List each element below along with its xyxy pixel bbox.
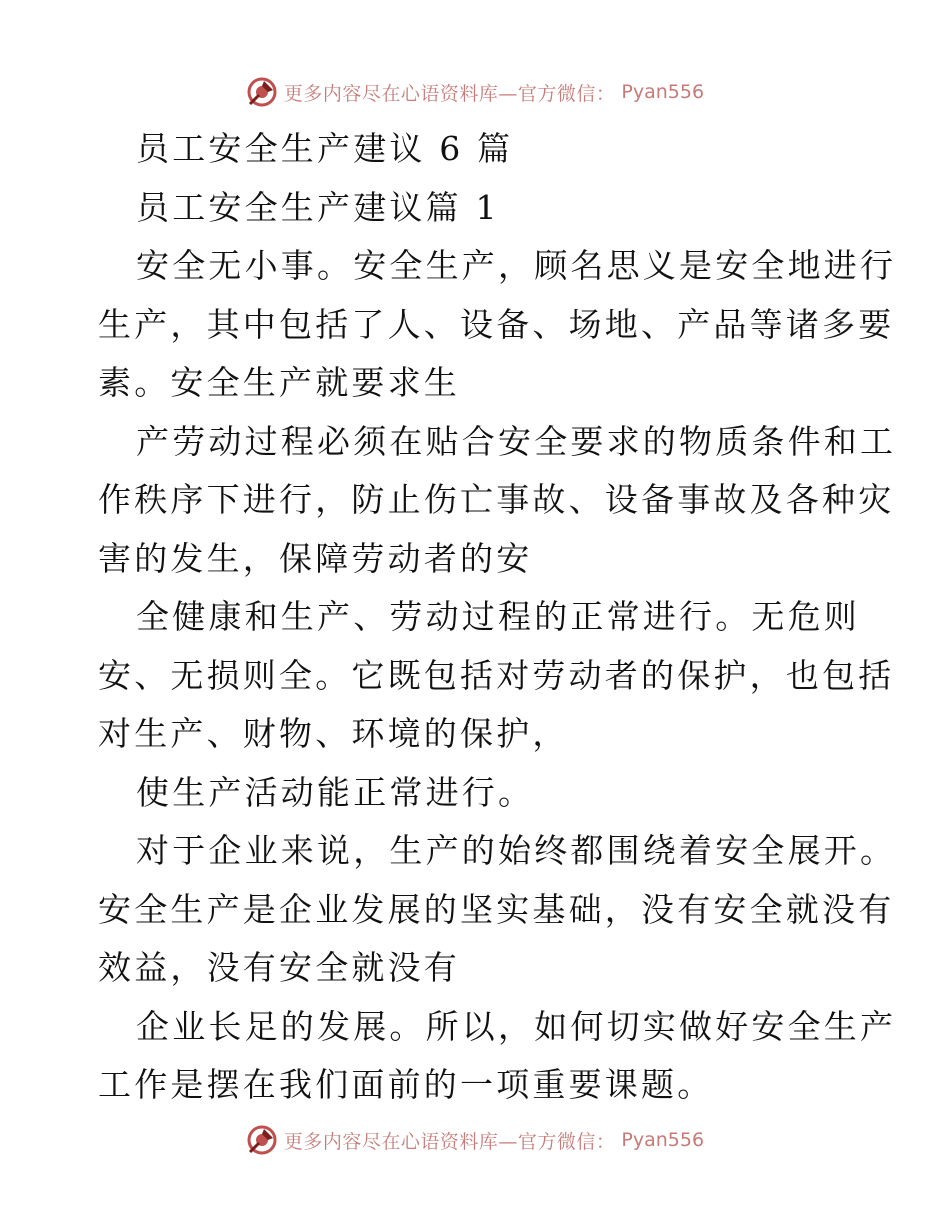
- footer-wechat-id: Pyan556: [621, 1129, 705, 1151]
- header-watermark: [0, 72, 950, 112]
- footer-banner-text: 更多内容尽在心语资料库—官方微信：: [283, 1130, 616, 1153]
- paragraph-line: 安全无小事。安全生产，顾名思义是安全地进行: [136, 246, 897, 285]
- paragraph-line: 使生产活动能正常进行。: [136, 772, 535, 812]
- document-title: 员工安全生产建议 6 篇: [136, 129, 514, 168]
- paragraph-line: 效益，没有安全就没有: [98, 948, 460, 987]
- paragraph-line: 安、无损则全。它既包括对劳动者的保护，也包括: [98, 655, 895, 695]
- paragraph-line: 企业长足的发展。所以，如何切实做好安全生产: [136, 1006, 897, 1046]
- footer-watermark: [0, 1120, 950, 1160]
- pen-logo-icon: [246, 1124, 278, 1156]
- paragraph-line: 产劳动过程必须在贴合安全要求的物质条件和工: [136, 421, 897, 461]
- document-subtitle: 员工安全生产建议篇 1: [136, 187, 500, 227]
- paragraph-line: 安全生产是企业发展的坚实基础，没有安全就没有: [98, 889, 895, 929]
- paragraph-line: 工作是摆在我们面前的一项重要课题。: [98, 1065, 714, 1104]
- paragraph-line: 素。安全生产就要求生: [98, 363, 460, 402]
- paragraph-line: 全健康和生产、劳动过程的正常进行。无危则: [136, 597, 860, 636]
- header-banner-text: 更多内容尽在心语资料库—官方微信：: [283, 82, 616, 105]
- document-body: [98, 120, 897, 1115]
- paragraph-line: 对生产、财物、环境的保护，: [98, 714, 569, 753]
- paragraph-line: 害的发生，保障劳动者的安: [98, 538, 533, 578]
- paragraph-line: 生产，其中包括了人、设备、场地、产品等诸多要: [98, 304, 895, 344]
- header-wechat-id: Pyan556: [621, 81, 705, 103]
- paragraph-line: 作秩序下进行，防止伤亡事故、设备事故及各种灾: [98, 480, 895, 519]
- pen-logo-icon: [246, 76, 278, 108]
- paragraph-line: 对于企业来说，生产的始终都围绕着安全展开。: [136, 831, 897, 870]
